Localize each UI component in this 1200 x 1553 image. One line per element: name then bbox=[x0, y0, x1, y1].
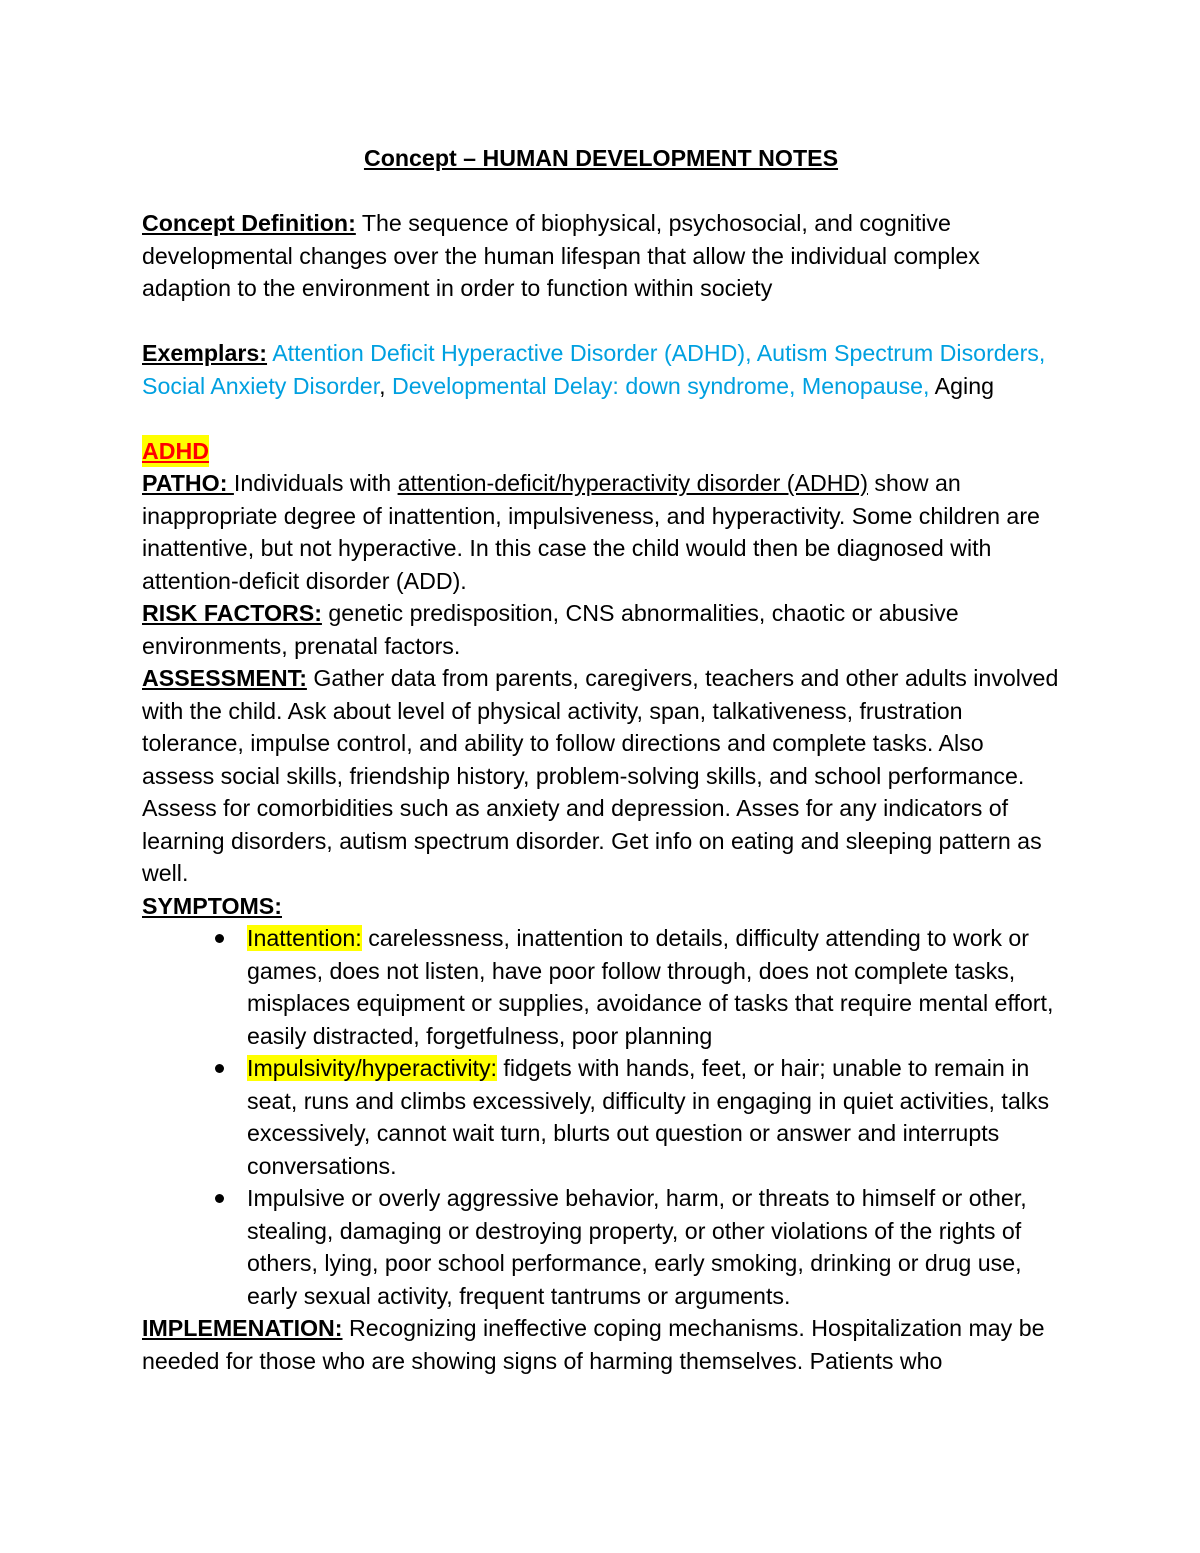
spacer bbox=[142, 175, 1060, 208]
page-title: Concept – HUMAN DEVELOPMENT NOTES bbox=[363, 145, 839, 171]
symptom-label: Inattention: bbox=[247, 925, 362, 951]
patho-label: PATHO: bbox=[142, 470, 234, 496]
document-body bbox=[142, 142, 1060, 1377]
symptom-label: Impulsivity/hyperactivity: bbox=[247, 1055, 497, 1081]
spacer bbox=[142, 402, 1060, 435]
list-item bbox=[247, 1182, 1060, 1312]
assessment-text: Gather data from parents, caregivers, teachers and other adults involved with the child. Ask about level of physical activity, span, talkativeness, frustration tolerance, impulse control, and ability to follow directions and complete tasks. Also assess social skills, friendship history, problem-solving skills, and school performance. Assess for comorbidities such as anxiety and depression. Asses for any indicators of learning disorders, autism spectrum disorder. Get info on eating and sleeping pattern as well. bbox=[142, 665, 1059, 886]
symptoms-list bbox=[142, 922, 1060, 1312]
bullet-icon bbox=[215, 934, 224, 943]
definition-label: Concept Definition: bbox=[142, 210, 356, 236]
exemplar-item: Developmental Delay: down syndrome, Menopause, bbox=[385, 372, 930, 399]
risk-factors-label: RISK FACTORS: bbox=[142, 600, 322, 626]
patho-term: attention-deficit/hyperactivity disorder (ADHD) bbox=[397, 470, 868, 496]
symptoms-label: SYMPTOMS: bbox=[142, 892, 282, 919]
symptom-text: fidgets with hands, feet, or hair; unable to remain in seat, runs and climbs excessively, difficulty in engaging in quiet activities, talks excessively, cannot wait turn, blurts out question or answer and interrupts conversations. bbox=[247, 1055, 1050, 1179]
risk-factors-paragraph bbox=[142, 597, 1060, 662]
exemplars-label: Exemplars: bbox=[142, 340, 268, 366]
patho-post: show an inappropriate degree of inattention, impulsiveness, and hyperactivity. Some children are inattentive, but not hyperactive. In this case the child would then be diagnosed with attention-deficit disorder (ADD). bbox=[142, 470, 1040, 594]
bullet-icon bbox=[215, 1194, 224, 1203]
symptoms-heading bbox=[142, 890, 1060, 923]
implementation-text: Recognizing ineffective coping mechanisms. Hospitalization may be needed for those who are showing signs of harming themselves. Patients who bbox=[142, 1315, 1045, 1374]
spacer bbox=[142, 305, 1060, 338]
patho-pre: Individuals with bbox=[233, 470, 398, 496]
list-item bbox=[247, 1052, 1060, 1182]
exemplar-separator: , bbox=[379, 372, 386, 399]
exemplar-item: Attention Deficit Hyperactive Disorder (ADHD), Autism Spectrum Disorders, Social Anxiety Disorder bbox=[142, 340, 1046, 399]
definition-text: The sequence of biophysical, psychosocial, and cognitive developmental changes over the human lifespan that allow the individual complex adaption to the environment in order to function within society bbox=[142, 210, 980, 301]
bullet-icon bbox=[215, 1064, 224, 1073]
risk-factors-text: genetic predisposition, CNS abnormalities, chaotic or abusive environments, prenatal factors. bbox=[142, 600, 959, 659]
assessment-paragraph bbox=[142, 662, 1060, 890]
concept-definition bbox=[142, 207, 1060, 305]
symptom-text: Impulsive or overly aggressive behavior, harm, or threats to himself or other, stealing, damaging or destroying property, or other violations of the rights of others, lying, poor school performance, early smoking, drinking or drug use, early sexual activity, frequent tantrums or arguments. bbox=[247, 1185, 1027, 1309]
adhd-section-heading bbox=[142, 435, 1060, 468]
patho-paragraph bbox=[142, 467, 1060, 597]
symptom-text: carelessness, inattention to details, difficulty attending to work or games, does not listen, have poor follow through, does not complete tasks, misplaces equipment or supplies, avoidance of tasks that require mental effort, easily distracted, forgetfulness, poor planning bbox=[247, 925, 1054, 1049]
implementation-paragraph bbox=[142, 1312, 1060, 1377]
exemplars bbox=[142, 337, 1060, 402]
exemplar-item: Aging bbox=[929, 372, 994, 399]
adhd-heading: ADHD bbox=[142, 435, 209, 468]
assessment-label: ASSESSMENT: bbox=[142, 665, 307, 691]
implementation-label: IMPLEMENATION: bbox=[142, 1315, 343, 1341]
list-item bbox=[247, 922, 1060, 1052]
